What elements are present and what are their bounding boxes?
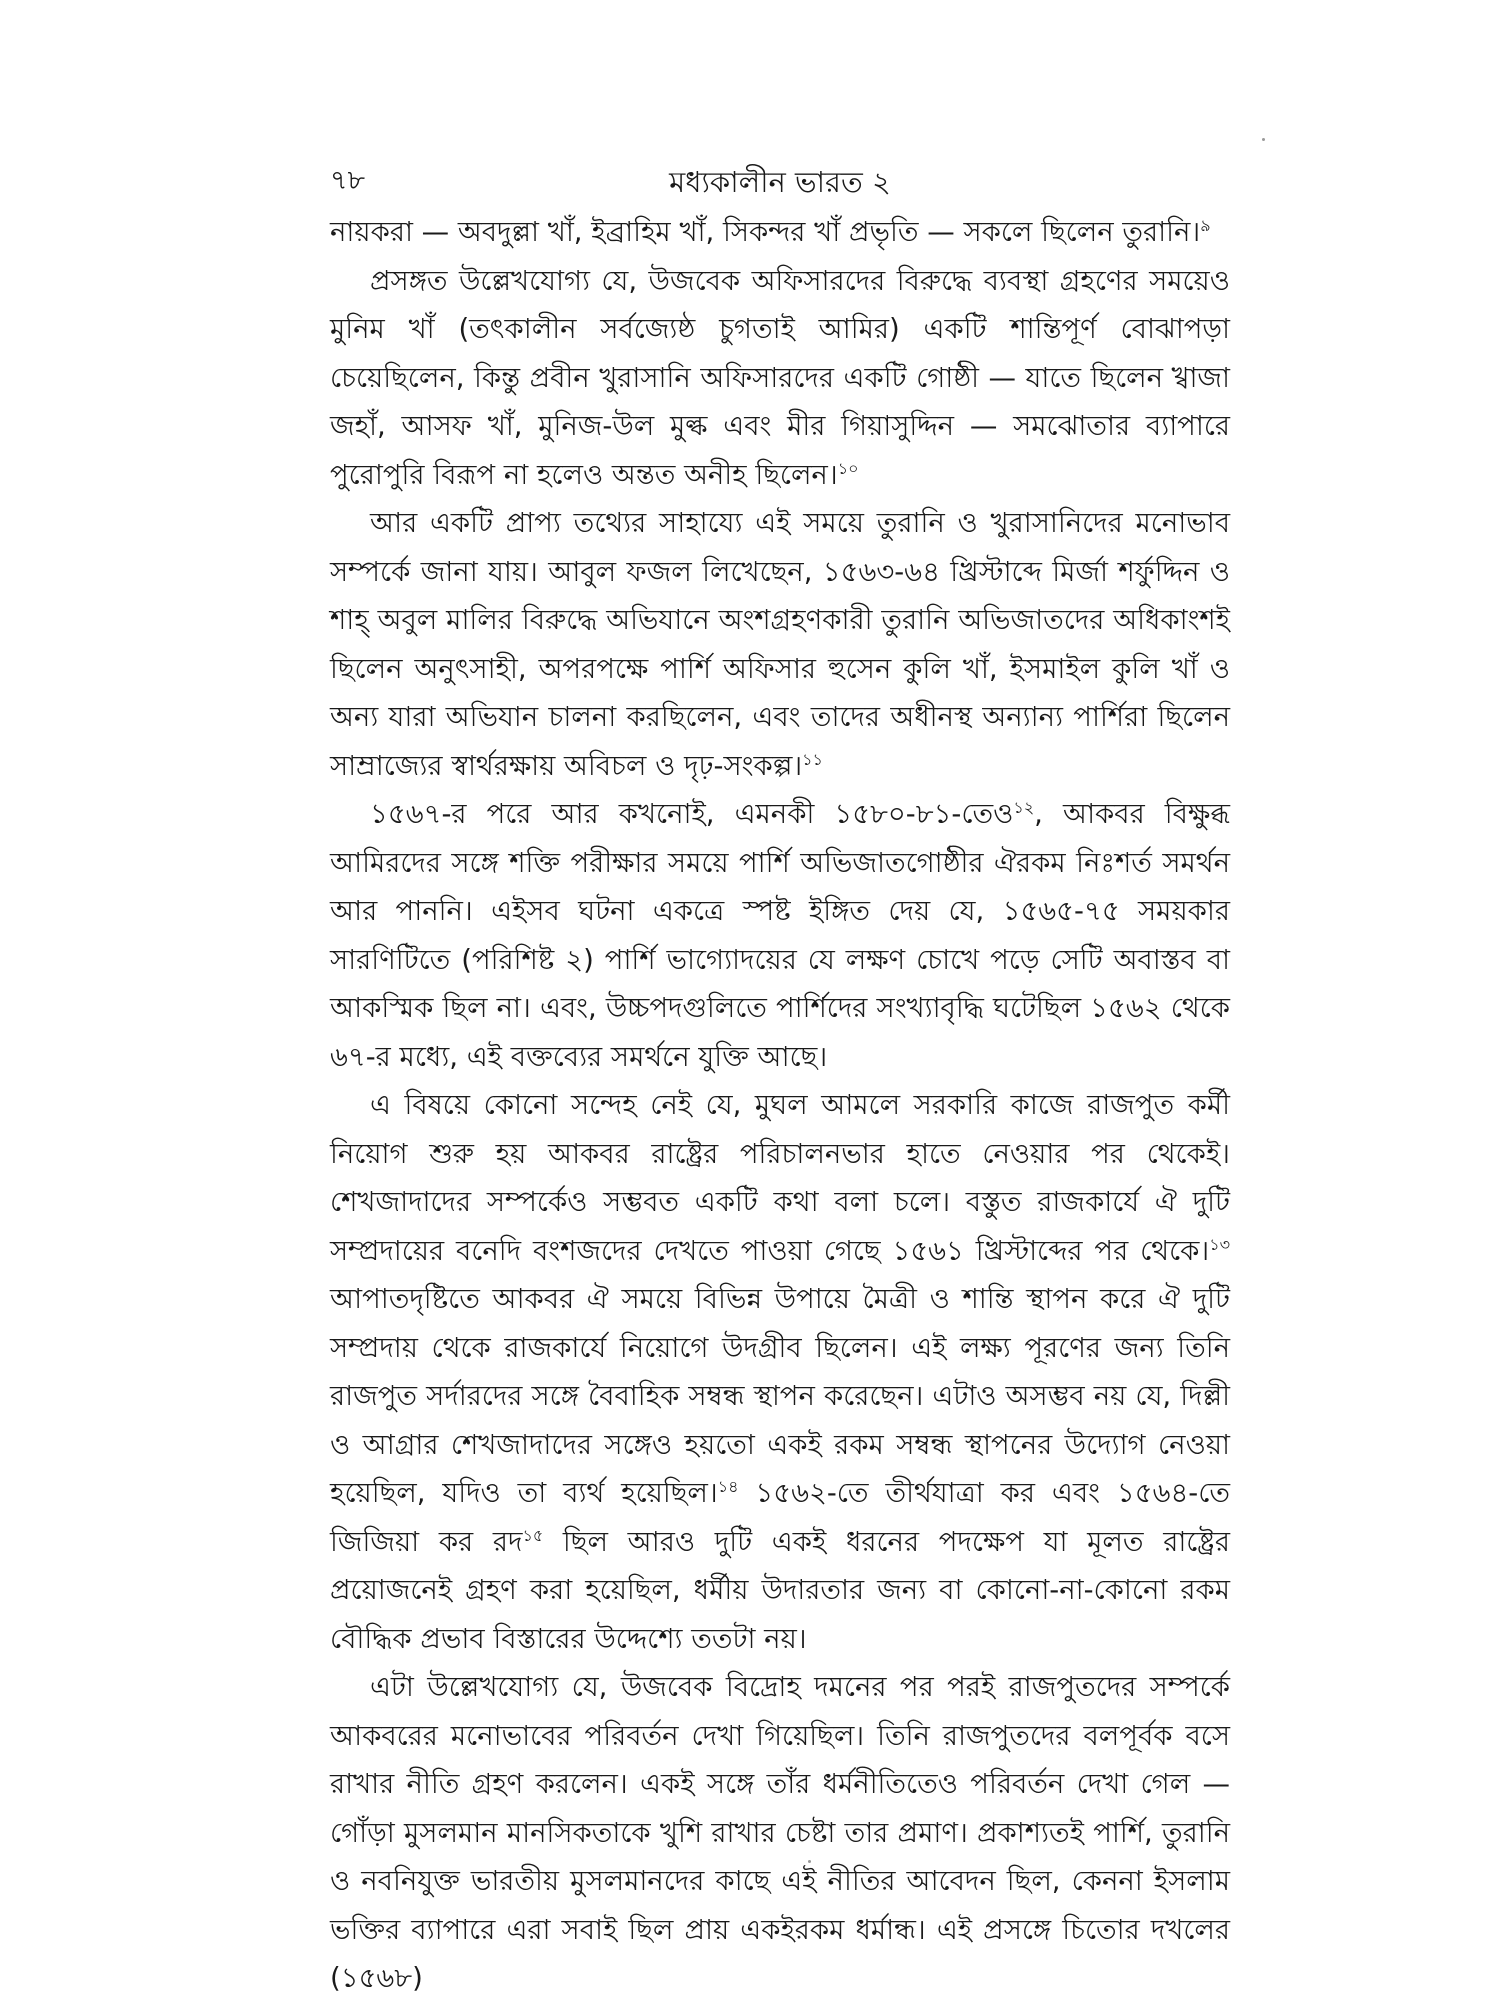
footnote-marker: ১৪ [717,1476,739,1496]
footnote-marker: ১৩ [1209,1234,1230,1254]
footnote-marker: ১০ [837,458,859,478]
paragraph-4 [330,790,1230,1081]
paragraph-text: প্রসঙ্গত উল্লেখযোগ্য যে, উজবেক অফিসারদের বিরুদ্ধে ব্যবস্থা গ্রহণের সময়েও মুনিম খাঁ (তৎকালীন সর্বজ্যেষ্ঠ চুগতাই আমির) একটি শান্তিপূর্ণ বোঝাপড়া চেয়েছিলেন, কিন্তু প্রবীন খুরাসানি অফিসারদের একটি গোষ্ঠী — যাতে ছিলেন খ্বাজা জহাঁ, আসফ খাঁ, মুনিজ-উল মুল্ক এবং মীর গিয়াসুদ্দিন — সমঝোতার ব্যাপারে পুরোপুরি বিরূপ না হলেও অন্তত অনীহ ছিলেন। [330,264,1230,491]
running-title: মধ্যকালীন ভারত ২ [669,165,891,199]
footnote-marker: ১২ [1013,797,1035,817]
paragraph-text: নায়করা — অবদুল্লা খাঁ, ইব্রাহিম খাঁ, সিকন্দর খাঁ প্রভৃতি — সকলে ছিলেন তুরানি। [330,216,1201,248]
paragraph-text: ছিল আরও দুটি একই ধরনের পদক্ষেপ যা মূলত রাষ্ট্রের প্রয়োজনেই গ্রহণ করা হয়েছিল, ধর্মীয় উদারতার জন্য বা কোনো-না-কোনো রকম বৌদ্ধিক প্রভাব বিস্তারের উদ্দেশ্যে ততটা নয়। [330,1525,1231,1655]
paragraph-text: , আকবর বিক্ষুব্ধ আমিরদের সঙ্গে শক্তি পরীক্ষার সময়ে পার্শি অভিজাতগোষ্ঠীর ঐরকম নিঃশর্ত সমর্থন আর পাননি। এইসব ঘটনা একত্রে স্পষ্ট ইঙ্গিত দেয় যে, ১৫৬৫-৭৫ সময়কার সারণিটিতে (পরিশিষ্ট ২) পার্শি ভাগ্যোদয়ের যে লক্ষণ চোখে পড়ে সেটি অবাস্তব বা আকস্মিক ছিল না। এবং, উচ্চপদগুলিতে পার্শিদের সংখ্যাবৃদ্ধি ঘটেছিল ১৫৬২ থেকে ৬৭-র মধ্যে, এই বক্তব্যের সমর্থনে যুক্তি আছে। [330,798,1230,1073]
paragraph-2 [330,257,1230,500]
paragraph-text: এ বিষয়ে কোনো সন্দেহ নেই যে, মুঘল আমলে সরকারি কাজে রাজপুত কর্মী নিয়োগ শুরু হয় আকবর রাষ্ট্রের পরিচালনভার হাতে নেওয়ার পর থেকেই। শেখজাদাদের সম্পর্কেও সম্ভবত একটি কথা বলা চলে। বস্তুত রাজকার্যে ঐ দুটি সম্প্রদায়ের বনেদি বংশজদের দেখতে পাওয়া গেছে ১৫৬১ খ্রিস্টাব্দের পর থেকে। [330,1089,1230,1267]
paragraph-5 [330,1081,1230,1663]
footnote-marker: ৯ [1200,215,1211,235]
paragraph-text: আর একটি প্রাপ্য তথ্যের সাহায্যে এই সময়ে তুরানি ও খুরাসানিদের মনোভাব সম্পর্কে জানা যায়। আবুল ফজল লিখেছেন, ১৫৬৩-৬৪ খ্রিস্টাব্দে মির্জা শর্ফুদ্দিন ও শাহ্ অবুল মালির বিরুদ্ধে অভিযানে অংশগ্রহণকারী তুরানি অভিজাতদের অধিকাংশই ছিলেন অনুৎসাহী, অপরপক্ষে পার্শি অফিসার হুসেন কুলি খাঁ, ইসমাইল কুলি খাঁ ও অন্য যারা অভিযান চালনা করছিলেন, এবং তাদের অধীনস্থ অন্যান্য পার্শিরা ছিলেন সাম্রাজ্যের স্বার্থরক্ষায় অবিচল ও দৃঢ়-সংকল্প। [330,507,1230,782]
paragraph-text: এটা উল্লেখযোগ্য যে, উজবেক বিদ্রোহ দমনের পর পরই রাজপুতদের সম্পর্কে আকবরের মনোভাবের পরিবর্তন দেখা গিয়েছিল। তিনি রাজপুতদের বলপূর্বক বসে রাখার নীতি গ্রহণ করলেন। একই সঙ্গে তাঁর ধর্মনীতিতেও পরিবর্তন দেখা গেল — গোঁড়া মুসলমান মানসিকতাকে খুশি রাখার চেষ্টা তার প্রমাণ। প্রকাশ্যতই পার্শি, তুরানি ও নবনিযুক্ত ভারতীয় মুসলমানদের কাছে এই নীতির আবেদন ছিল, কেননা ইসলাম ভক্তির ব্যাপারে এরা সবাই ছিল প্রায় একইরকম ধর্মান্ধ। এই প্রসঙ্গে চিতোর দখলের (১৫৬৮) [330,1671,1230,1994]
body-text [330,208,1230,2003]
paragraph-text: ১৫৬২-তে তীর্থযাত্রা কর এবং ১৫৬৪-তে জিজিয়া কর রদ [330,1477,1231,1558]
paragraph-3 [330,499,1230,790]
paragraph-1 [330,208,1230,257]
footnote-marker: ১৫ [522,1525,544,1545]
page-header [330,160,1230,210]
paragraph-6 [330,1663,1230,2003]
page-number: ৭৮ [330,165,366,196]
scan-speck [808,1860,811,1863]
paragraph-text: আপাতদৃষ্টিতে আকবর ঐ সময়ে বিভিন্ন উপায়ে মৈত্রী ও শান্তি স্থাপন করে ঐ দুটি সম্প্রদায় থেকে রাজকার্যে নিয়োগে উদগ্রীব ছিলেন। এই লক্ষ্য পূরণের জন্য তিনি রাজপুত সর্দারদের সঙ্গে বৈবাহিক সম্বন্ধ স্থাপন করেছেন। এটাও অসম্ভব নয় যে, দিল্লী ও আগ্রার শেখজাদাদের সঙ্গেও হয়তো একই রকম সম্বন্ধ স্থাপনের উদ্যোগ নেওয়া হয়েছিল, যদিও তা ব্যর্থ হয়েছিল। [330,1283,1230,1509]
paragraph-text: ১৫৬৭-র পরে আর কখনোই, এমনকী ১৫৮০-৮১-তেও [370,798,1014,830]
footnote-marker: ১১ [802,749,823,769]
scan-speck [1262,138,1265,141]
